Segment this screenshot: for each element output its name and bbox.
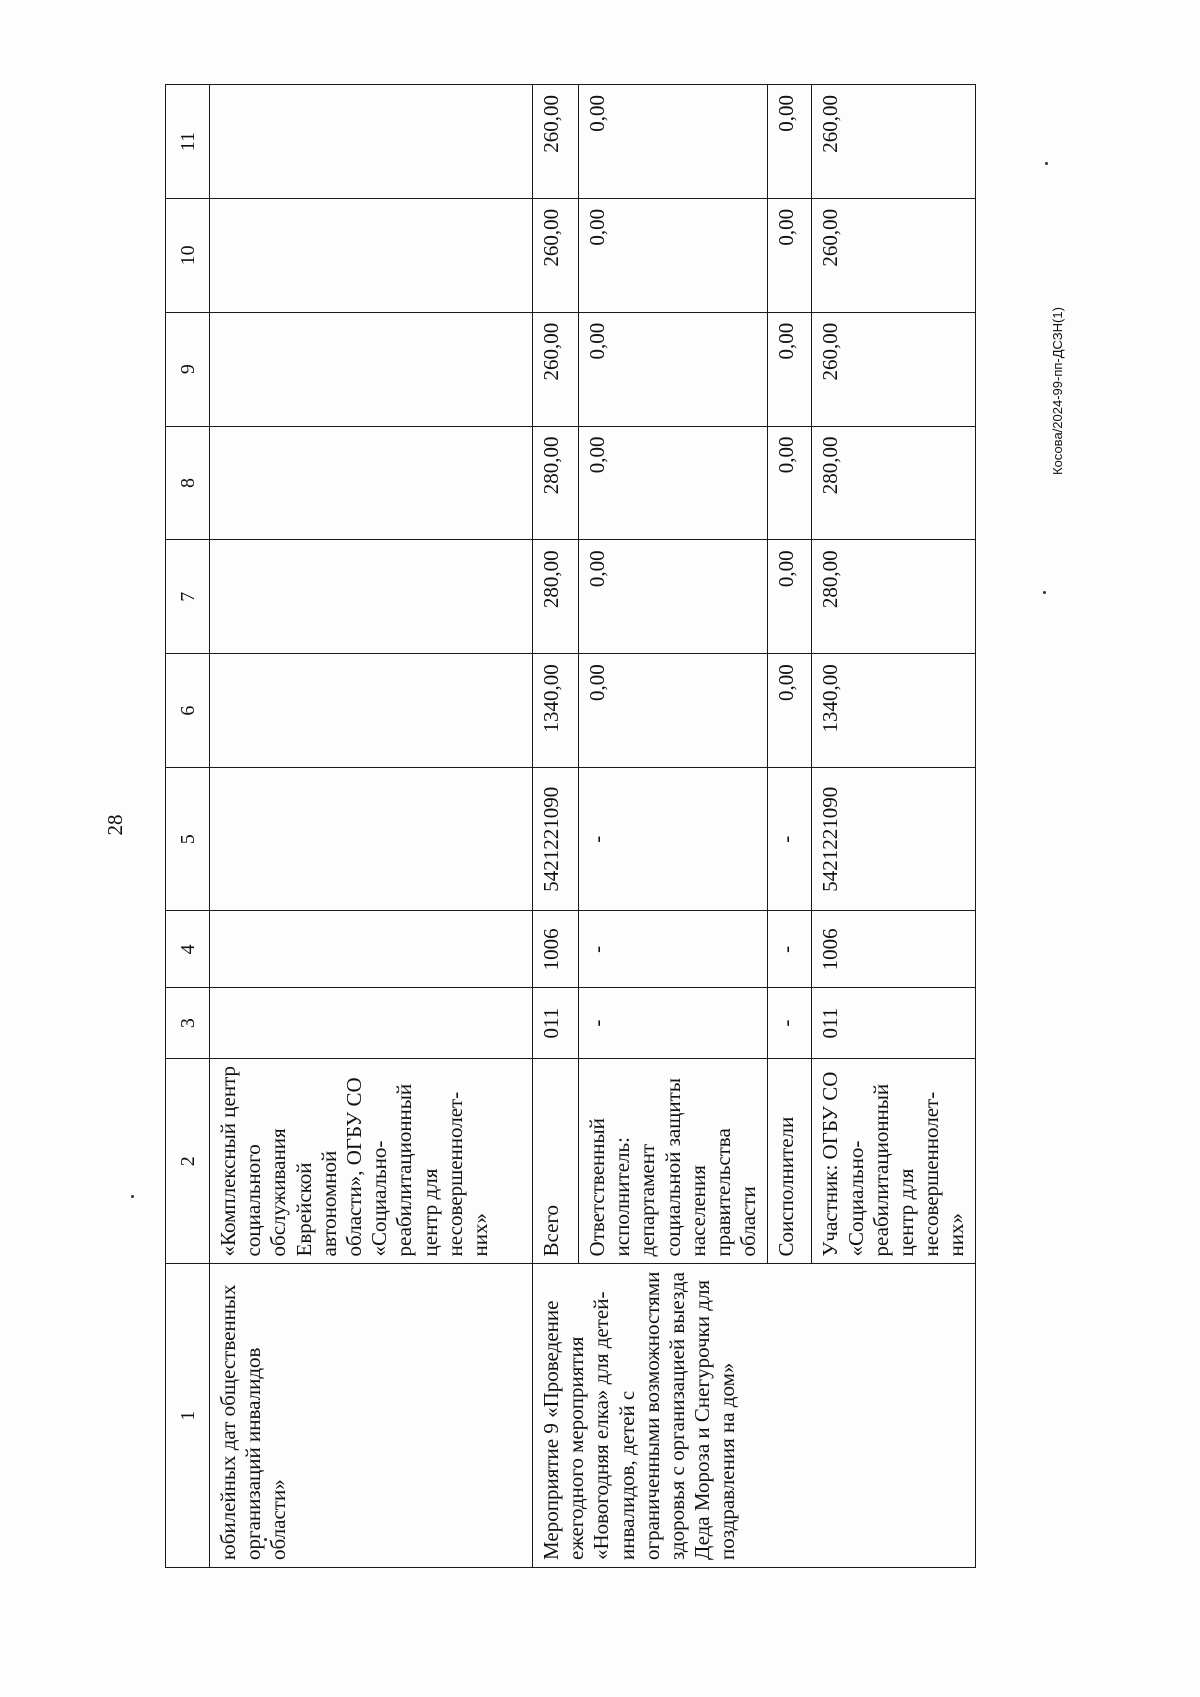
- scan-speck: [1043, 591, 1046, 594]
- executor-cell: Ответственный исполнитель: департамент социальной защиты населения правительства области: [579, 1058, 768, 1264]
- amount-cell: 0,00: [579, 312, 768, 426]
- executor-cell: Всего: [533, 1058, 579, 1264]
- cell: [210, 988, 533, 1059]
- table-row: [533, 85, 579, 1568]
- cell: 5421221090: [812, 768, 976, 911]
- amount-cell: 0,00: [768, 654, 812, 768]
- amount-cell: 0,00: [579, 654, 768, 768]
- scan-speck: [131, 1195, 134, 1198]
- amount-cell: 260,00: [812, 85, 976, 199]
- cell: 5421221090: [533, 768, 579, 911]
- page-number: 28: [103, 814, 127, 836]
- col-header: 11: [166, 85, 210, 199]
- col-header: 1: [166, 1264, 210, 1568]
- event-description-cell: Мероприятие 9 «Проведение ежегодного мероприятия «Новогодняя елка» для детей-инвалидов, детей с ограниченными возможностями здоровья с организацией выезда Деда Мороза и Снегурочки для поздравления на дом»: [533, 1264, 976, 1568]
- amount-cell: 260,00: [812, 198, 976, 312]
- cell: 1006: [812, 911, 976, 988]
- amount-cell: 280,00: [812, 426, 976, 540]
- cell: [210, 198, 533, 312]
- cell: [210, 654, 533, 768]
- amount-cell: 0,00: [768, 85, 812, 199]
- table-row: [210, 85, 533, 1568]
- col-header: 7: [166, 540, 210, 654]
- cell: -: [579, 911, 768, 988]
- cell: -: [579, 988, 768, 1059]
- executor-cell: Соисполнители: [768, 1058, 812, 1264]
- amount-cell: 1340,00: [533, 654, 579, 768]
- col-header: 10: [166, 198, 210, 312]
- executor-cell: «Комплексный центр социального обслуживания Еврейской автономной области», ОГБУ СО «Социально-реабилитационный центр для несовершеннолет-них»: [210, 1058, 533, 1264]
- col-header: 2: [166, 1058, 210, 1264]
- document-code: Косова/2024-99-пп-ДСЗН(1): [1050, 307, 1065, 475]
- amount-cell: 0,00: [579, 426, 768, 540]
- cell: [210, 768, 533, 911]
- budget-table: [165, 84, 976, 1568]
- amount-cell: 0,00: [768, 198, 812, 312]
- scan-speck: [1045, 162, 1048, 165]
- cell: 011: [533, 988, 579, 1059]
- cell: [210, 540, 533, 654]
- amount-cell: 0,00: [579, 85, 768, 199]
- amount-cell: 280,00: [533, 426, 579, 540]
- cell: -: [768, 988, 812, 1059]
- cell: 011: [812, 988, 976, 1059]
- col-header: 4: [166, 911, 210, 988]
- cell: -: [579, 768, 768, 911]
- amount-cell: 0,00: [768, 312, 812, 426]
- col-header: 8: [166, 426, 210, 540]
- col-header: 9: [166, 312, 210, 426]
- amount-cell: 1340,00: [812, 654, 976, 768]
- amount-cell: 0,00: [768, 540, 812, 654]
- amount-cell: 280,00: [533, 540, 579, 654]
- amount-cell: 280,00: [812, 540, 976, 654]
- executor-cell: Участник: ОГБУ СО «Социально-реабилитационный центр для несовершеннолет-них»: [812, 1058, 976, 1264]
- amount-cell: 260,00: [533, 312, 579, 426]
- cell: 1006: [533, 911, 579, 988]
- event-description-cell: юбилейных дат общественных организаций инвалидов области»: [210, 1264, 533, 1568]
- amount-cell: 260,00: [533, 198, 579, 312]
- col-header: 3: [166, 988, 210, 1059]
- amount-cell: 0,00: [768, 426, 812, 540]
- budget-table-rotated: [165, 84, 969, 1568]
- amount-cell: 260,00: [812, 312, 976, 426]
- cell: [210, 312, 533, 426]
- header-row: [166, 85, 210, 1568]
- col-header: 5: [166, 768, 210, 911]
- cell: [210, 911, 533, 988]
- amount-cell: 260,00: [533, 85, 579, 199]
- cell: [210, 85, 533, 199]
- amount-cell: 0,00: [579, 540, 768, 654]
- cell: -: [768, 911, 812, 988]
- cell: -: [768, 768, 812, 911]
- col-header: 6: [166, 654, 210, 768]
- cell: [210, 426, 533, 540]
- amount-cell: 0,00: [579, 198, 768, 312]
